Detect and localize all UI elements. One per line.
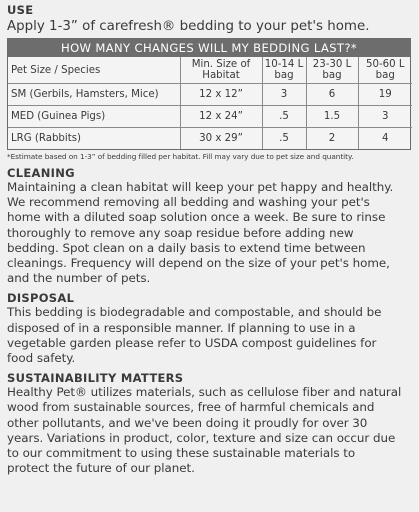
header-min-size: Min. Size of Habitat xyxy=(180,57,262,84)
text-line: disposed of in a responsible manner. If planning to use in a xyxy=(7,320,356,335)
bedding-changes-table xyxy=(7,38,411,150)
bedding-table xyxy=(8,57,412,149)
cell-23-30l: 1.5 xyxy=(306,106,358,128)
text-line: thoroughly to remove any soap residue before adding new xyxy=(7,225,354,240)
cleaning-text xyxy=(7,180,411,286)
cell-species: MED (Guinea Pigs) xyxy=(8,106,180,128)
cell-23-30l: 6 xyxy=(306,84,358,106)
document xyxy=(7,4,411,482)
header-23-30l: 23-30 L bag xyxy=(306,57,358,84)
cell-10-14l: .5 xyxy=(262,106,306,128)
sustainability-heading: SUSTAINABILITY MATTERS xyxy=(7,371,184,386)
table-row xyxy=(8,84,412,106)
header-pet-size: Pet Size / Species xyxy=(8,57,180,84)
table-row xyxy=(8,128,412,150)
table-footnote: *Estimate based on 1-3” of bedding filled per habitat. Fill may vary due to pet size and quantity. xyxy=(7,152,354,161)
cell-habitat: 12 x 12” xyxy=(180,84,262,106)
cell-50-60l: 19 xyxy=(358,84,412,106)
cell-species: LRG (Rabbits) xyxy=(8,128,180,150)
table-header-row xyxy=(8,57,412,84)
header-10-14l: 10-14 L bag xyxy=(262,57,306,84)
disposal-heading: DISPOSAL xyxy=(7,291,75,306)
text-line: food safety. xyxy=(7,351,76,366)
text-line: wood from sustainable sources, free of harmful chemicals and xyxy=(7,400,375,415)
table-row xyxy=(8,106,412,128)
text-line: bedding. Spot clean on a daily basis to extend time between xyxy=(7,240,366,255)
text-line: vegetable garden please refer to USDA compost guidelines for xyxy=(7,335,377,350)
text-line: other pollutants, and we've been doing it proudly for over 30 xyxy=(7,415,368,430)
text-line: and the number of pets. xyxy=(7,271,151,286)
text-line: protect the future of our planet. xyxy=(7,461,195,476)
cell-23-30l: 2 xyxy=(306,128,358,150)
disposal-text xyxy=(7,305,411,366)
text-line: We recommend removing all bedding and washing your pet's xyxy=(7,195,370,210)
cell-50-60l: 3 xyxy=(358,106,412,128)
use-heading: USE xyxy=(7,3,34,17)
cell-10-14l: 3 xyxy=(262,84,306,106)
text-line: Maintaining a clean habitat will keep your pet happy and healthy. xyxy=(7,180,394,194)
cell-species: SM (Gerbils, Hamsters, Mice) xyxy=(8,84,180,106)
cleaning-heading: CLEANING xyxy=(7,166,75,180)
text-line: to our commitment to using these sustainable materials to xyxy=(7,446,356,461)
text-line: home with a diluted soap solution once a week. Be sure to rinse xyxy=(7,210,386,225)
cell-habitat: 30 x 29” xyxy=(180,128,262,150)
sustainability-text xyxy=(7,385,411,476)
text-line: cleanings. Frequency will depend on the size of your pet's home, xyxy=(7,256,390,271)
use-instruction: Apply 1-3” of carefresh® bedding to your pet's home. xyxy=(7,19,370,34)
header-50-60l: 50-60 L bag xyxy=(358,57,412,84)
text-line: years. Variations in product, color, texture and size can occur due xyxy=(7,430,396,445)
text-line: Healthy Pet® utilizes materials, such as cellulose fiber and natural xyxy=(7,385,402,400)
cell-habitat: 12 x 24” xyxy=(180,106,262,128)
cell-10-14l: .5 xyxy=(262,128,306,150)
text-line: This bedding is biodegradable and compostable, and should be xyxy=(7,305,382,320)
cell-50-60l: 4 xyxy=(358,128,412,150)
table-title: HOW MANY CHANGES WILL MY BEDDING LAST?* xyxy=(8,39,410,57)
